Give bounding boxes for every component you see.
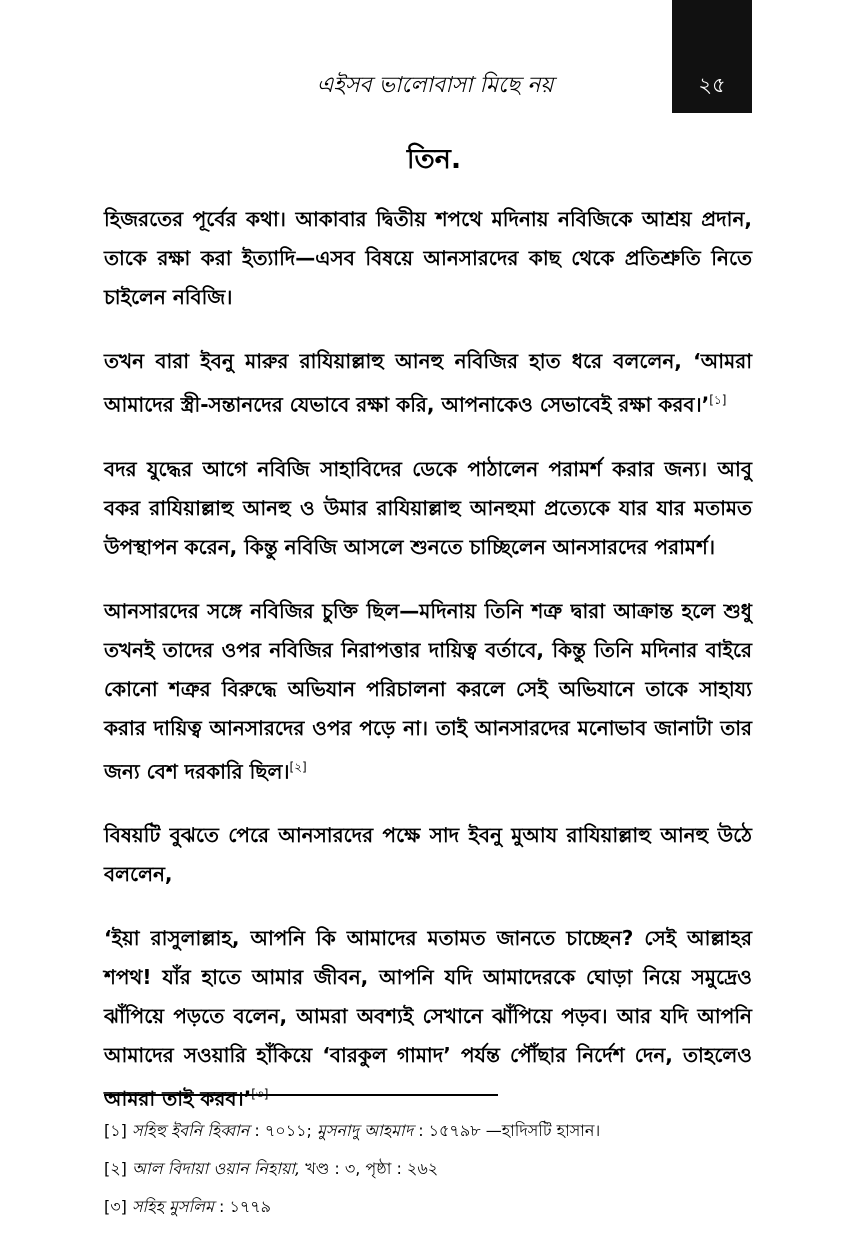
paragraph — [104, 816, 752, 894]
footnote-detail: : ৭০১১; — [249, 1121, 317, 1140]
footnote-divider — [104, 1094, 498, 1096]
paragraph-text: আনসারদের সঙ্গে নবিজির চুক্তি ছিল—মদিনায় তিনি শত্রু দ্বারা আক্রান্ত হলে শুধু তখনই তাদের ওপর নবিজির নিরাপত্তার দায়িত্ব বর্তাবে, কিন্তু তিনি মদিনার বাইরে কোনো শত্রুর বিরুদ্ধে অভিযান পরিচালনা করলে সেই অভিযানে তাকে সাহায্য করার দায়িত্ব আনসারদের ওপর পড়ে না। তাই আনসারদের মনোভাব জানাটা তার জন্য বেশ দরকারি ছিল। — [104, 598, 752, 784]
footnote-source: সহিহ মুসলিম — [131, 1197, 214, 1216]
paragraph-text: হিজরতের পূর্বের কথা। আকাবার দ্বিতীয় শপথে মদিনায় নবিজিকে আশ্রয় প্রদান, তাকে রক্ষা করা ইত্যাদি—এসব বিষয়ে আনসারদের কাছ থেকে প্রতিশ্রুতি নিতে চাইলেন নবিজি। — [104, 207, 752, 309]
chapter-title: তিন. — [406, 144, 462, 175]
paragraph — [104, 200, 752, 317]
paragraph-text: তখন বারা ইবনু মারুর রাযিয়াল্লাহু আনহু নবিজির হাত ধরে বললেন, ‘আমরা আমাদের স্ত্রী-সন্তানদের যেভাবে রক্ষা করি, আপনাকেও সেভাবেই রক্ষা করব।’ — [104, 349, 752, 417]
page-number: ২৫ — [698, 73, 726, 97]
footnote-reference[interactable]: [২] — [289, 759, 307, 774]
footnote — [104, 1118, 752, 1144]
paragraph-text: বদর যুদ্ধের আগে নবিজি সাহাবিদের ডেকে পাঠালেন পরামর্শ করার জন্য। আবু বকর রাযিয়াল্লাহু আনহু ও উমার রাযিয়াল্লাহু আনহুমা প্রত্যেকে যার যার মতামত উপস্থাপন করেন, কিন্তু নবিজি আসলে শুনতে চাচ্ছিলেন আনসারদের পরামর্শ। — [104, 456, 752, 559]
footnote — [104, 1156, 752, 1182]
footnote — [104, 1194, 752, 1220]
footnote-detail: খণ্ড : ৩, পৃষ্ঠা : ২৬২ — [300, 1159, 439, 1178]
footnote-marker: [২] — [104, 1159, 127, 1178]
footnotes — [104, 1118, 752, 1232]
footnote-marker: [১] — [104, 1121, 127, 1140]
footnote-marker: [৩] — [104, 1197, 127, 1216]
paragraph-text: বিষয়টি বুঝতে পেরে আনসারদের পক্ষে সাদ ইবনু মুআয রাযিয়াল্লাহু আনহু উঠে বললেন, — [104, 823, 752, 887]
footnote-reference[interactable]: [১] — [709, 393, 727, 407]
running-header: এইসব ভালোবাসা মিছে নয় — [316, 73, 554, 98]
paragraph-text: ‘ইয়া রাসুলাল্লাহ, আপনি কি আমাদের মতামত জানতে চাচ্ছেন? সেই আল্লাহর শপথ! যাঁর হাতে আমার জীবন, আপনি যদি আমাদেরকে ঘোড়া নিয়ে সমুদ্রেও ঝাঁপিয়ে পড়তে বলেন, আমরা অবশ্যই সেখানে ঝাঁপিয়ে পড়ব। আর যদি আপনি আমাদের সওয়ারি হাঁকিয়ে ‘বারকুল গামাদ’ পর্যন্ত পৌঁছার নির্দেশ দেন, তাহলেও আমরা তাই করব।’ — [104, 926, 752, 1111]
footnote-source-secondary: মুসনাদু আহমাদ — [316, 1121, 414, 1140]
body-text — [104, 200, 752, 1144]
paragraph — [104, 592, 752, 792]
paragraph — [104, 450, 752, 567]
footnote-source: আল বিদায়া ওয়ান নিহায়া, — [131, 1159, 301, 1178]
paragraph — [104, 342, 752, 425]
paragraph — [104, 919, 752, 1119]
footnote-reference[interactable]: [৩] — [251, 1087, 269, 1102]
footnote-detail-secondary: : ১৫৭৯৮ —হাদিসটি হাসান। — [413, 1121, 601, 1140]
footnote-detail: : ১৭৭৯ — [213, 1197, 272, 1216]
footnote-source: সহিহু ইবনি হিব্বান — [131, 1121, 250, 1140]
